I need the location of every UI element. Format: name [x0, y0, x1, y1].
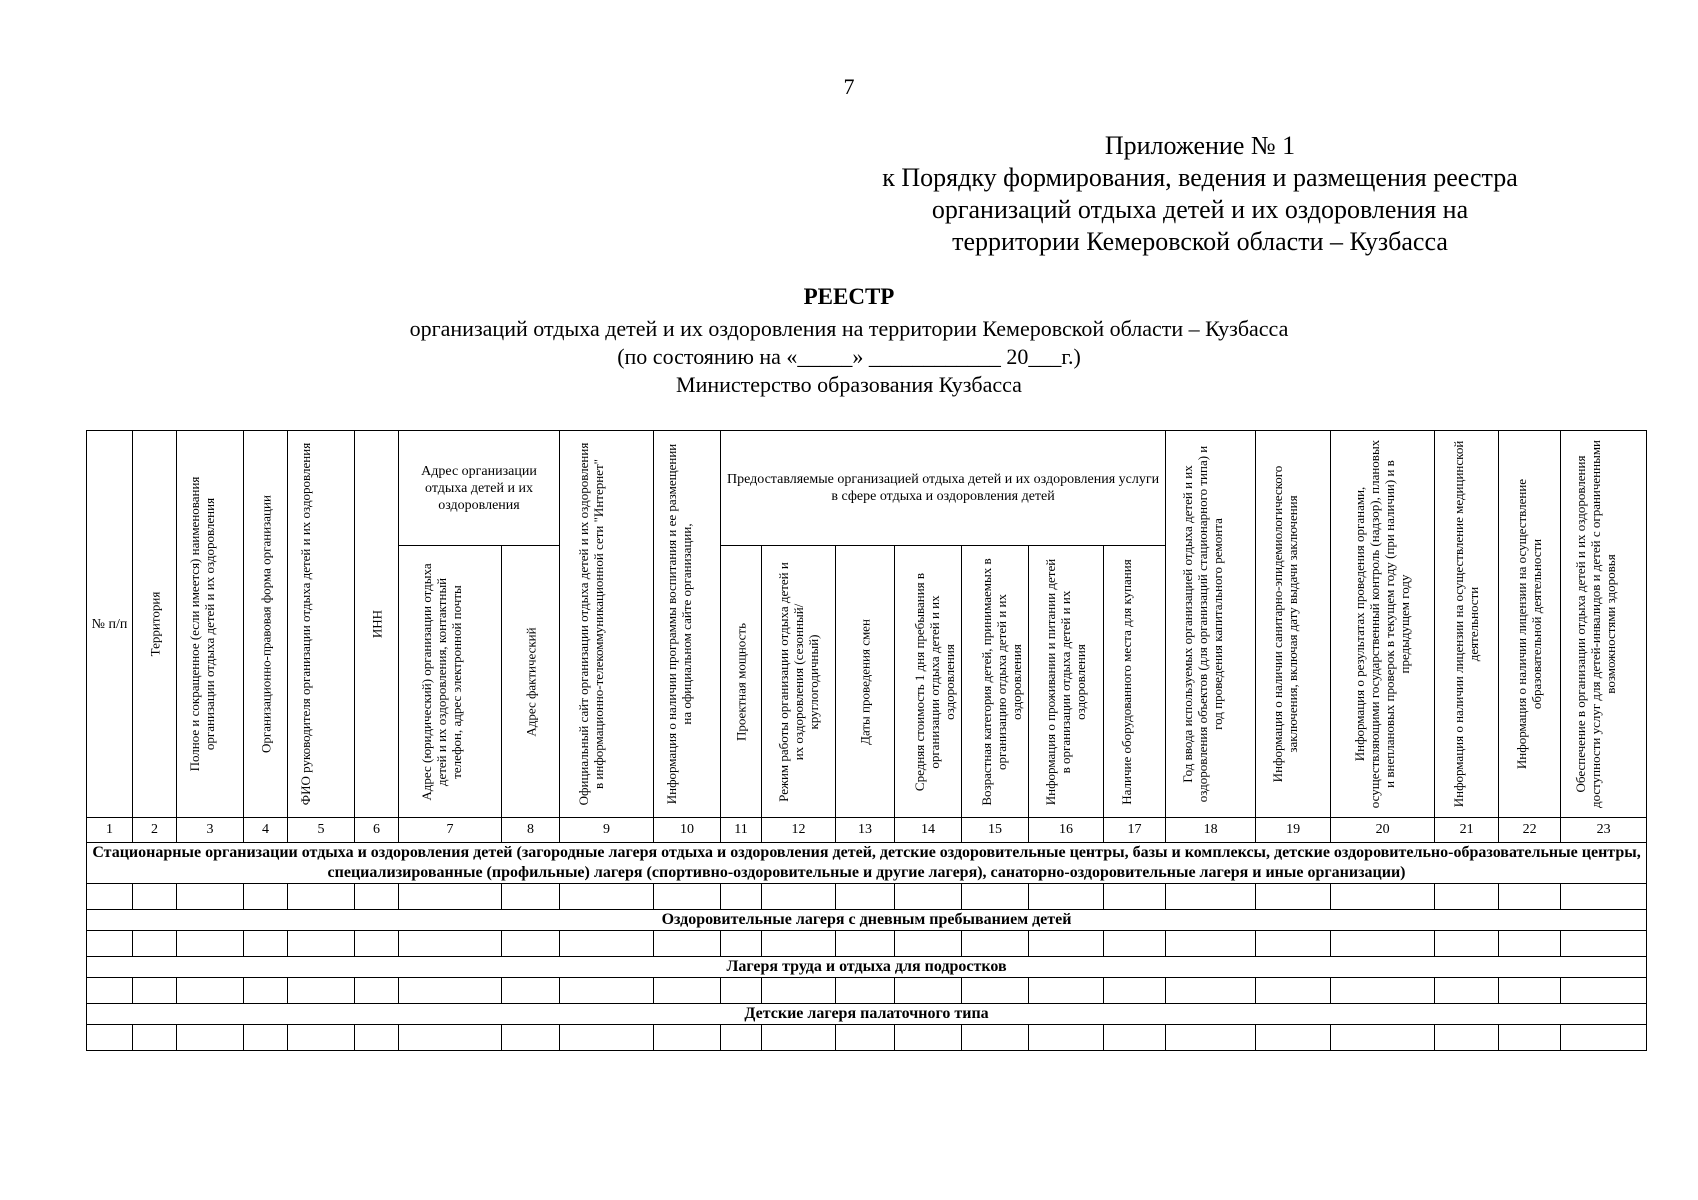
column-number: 11	[721, 818, 762, 843]
header-col-12: Режим работы организации отдыха детей и их оздоровления (сезонный/круглогодичный)	[762, 546, 836, 818]
appendix-line-1: Приложение № 1	[1104, 131, 1296, 160]
header-col-21: Информация о наличии лицензии на осуществление медицинской деятельности	[1435, 431, 1499, 818]
header-col-15: Возрастная категория детей, принимаемых в организацию отдыха детей и их оздоровления	[962, 546, 1029, 818]
column-number: 1	[87, 818, 133, 843]
column-number: 4	[244, 818, 288, 843]
section-row	[87, 1004, 1647, 1025]
column-number: 14	[895, 818, 962, 843]
header-col-10: Информация о наличии программы воспитания и ее размещении на официальном сайте организации,	[654, 431, 721, 818]
header-col-3: Полное и сокращенное (если имеется) наименования организации отдыха детей и их оздоровления	[177, 431, 244, 818]
registry-title-block	[0, 283, 1698, 399]
header-col-9: Официальный сайт организации отдыха детей и их оздоровления в информационно-телекоммуникационной сети "Интернет"	[560, 431, 654, 818]
column-number: 22	[1499, 818, 1561, 843]
column-number: 21	[1435, 818, 1499, 843]
column-number-row	[87, 818, 1647, 843]
empty-row	[87, 884, 1647, 910]
column-number: 10	[654, 818, 721, 843]
appendix-line-4: территории Кемеровской области – Кузбасса	[952, 227, 1448, 256]
column-number: 23	[1561, 818, 1647, 843]
section-title-tent-camps: Детские лагеря палаточного типа	[87, 1004, 1647, 1025]
column-number: 3	[177, 818, 244, 843]
column-number: 13	[836, 818, 895, 843]
column-number: 15	[962, 818, 1029, 843]
section-title-stationary: Стационарные организации отдыха и оздоровления детей (загородные лагеря отдыха и оздоровления детей, детские оздоровительные центры, базы и комплексы, детские оздоровительно-образовательные центры, специализированные (профильные) лагеря (спортивно-оздоровительные и другие лагеря), санаторно-оздоровительные лагеря и иные организации)	[87, 843, 1647, 884]
header-col-17: Наличие оборудованного места для купания	[1104, 546, 1166, 818]
registry-table	[86, 430, 1647, 1051]
appendix-header	[820, 130, 1580, 258]
header-col-16: Информация о проживании и питании детей в организации отдыха детей и их оздоровления	[1029, 546, 1104, 818]
header-col-22: Информация о наличии лицензии на осуществление образовательной деятельности	[1499, 431, 1561, 818]
appendix-line-2: к Порядку формирования, ведения и размещения реестра	[882, 163, 1518, 192]
registry-title: РЕЕСТР	[803, 284, 895, 309]
header-group-services: Предоставляемые организацией отдыха детей и их оздоровления услуги в сфере отдыха и оздоровления детей	[721, 431, 1166, 546]
registry-date-line: (по состоянию на «_____» ____________ 20___г.)	[617, 344, 1081, 369]
empty-row	[87, 1025, 1647, 1051]
section-title-labor-camps: Лагеря труда и отдыха для подростков	[87, 957, 1647, 978]
header-col-1: № п/п	[87, 431, 133, 818]
header-col-23: Обеспечение в организации отдыха детей и их оздоровления доступности услуг для детей-инвалидов и детей с ограниченными возможностями здоровья	[1561, 431, 1647, 818]
appendix-line-3: организаций отдыха детей и их оздоровления на	[931, 195, 1469, 224]
header-col-6: ИНН	[355, 431, 399, 818]
section-row	[87, 843, 1647, 884]
empty-row	[87, 978, 1647, 1004]
page-number: 7	[843, 74, 855, 99]
column-number: 18	[1166, 818, 1256, 843]
header-col-2: Территория	[133, 431, 177, 818]
section-title-day-camps: Оздоровительные лагеря с дневным пребыванием детей	[87, 910, 1647, 931]
header-col-14: Средняя стоимость 1 дня пребывания в организации отдыха детей и их оздоровления	[895, 546, 962, 818]
header-col-8: Адрес фактический	[502, 546, 560, 818]
section-row	[87, 957, 1647, 978]
empty-row	[87, 931, 1647, 957]
header-col-18: Год ввода используемых организацией отдыха детей и их оздоровления объектов (для организаций стационарного типа) и год проведения капитального ремонта	[1166, 431, 1256, 818]
column-number: 5	[288, 818, 355, 843]
header-group-address: Адрес организации отдыха детей и их оздоровления	[399, 431, 560, 546]
column-number: 7	[399, 818, 502, 843]
header-col-4: Организационно-правовая форма организации	[244, 431, 288, 818]
header-row-1	[87, 431, 1647, 546]
registry-subtitle: организаций отдыха детей и их оздоровления на территории Кемеровской области – Кузбасса	[409, 316, 1289, 341]
header-col-20: Информация о результатах проведения органами, осуществляющими государственный контроль (надзор), плановых и внеплановых проверок в текущем году (при наличии) и в предыдущем году	[1331, 431, 1435, 818]
header-col-7: Адрес (юридический) организации отдыха детей и их оздоровления, контактный телефон, адрес электронной почты	[399, 546, 502, 818]
column-number: 12	[762, 818, 836, 843]
column-number: 9	[560, 818, 654, 843]
header-col-13: Даты проведения смен	[836, 546, 895, 818]
column-number: 6	[355, 818, 399, 843]
column-number: 19	[1256, 818, 1331, 843]
column-number: 8	[502, 818, 560, 843]
registry-ministry: Министерство образования Кузбасса	[676, 372, 1022, 397]
header-col-19: Информация о наличии санитарно-эпидемиологического заключения, включая дату выдачи заключения	[1256, 431, 1331, 818]
section-row	[87, 910, 1647, 931]
column-number: 20	[1331, 818, 1435, 843]
column-number: 17	[1104, 818, 1166, 843]
header-col-5: ФИО руководителя организации отдыха детей и их оздоровления	[288, 431, 355, 818]
column-number: 2	[133, 818, 177, 843]
header-col-11: Проектная мощность	[721, 546, 762, 818]
column-number: 16	[1029, 818, 1104, 843]
